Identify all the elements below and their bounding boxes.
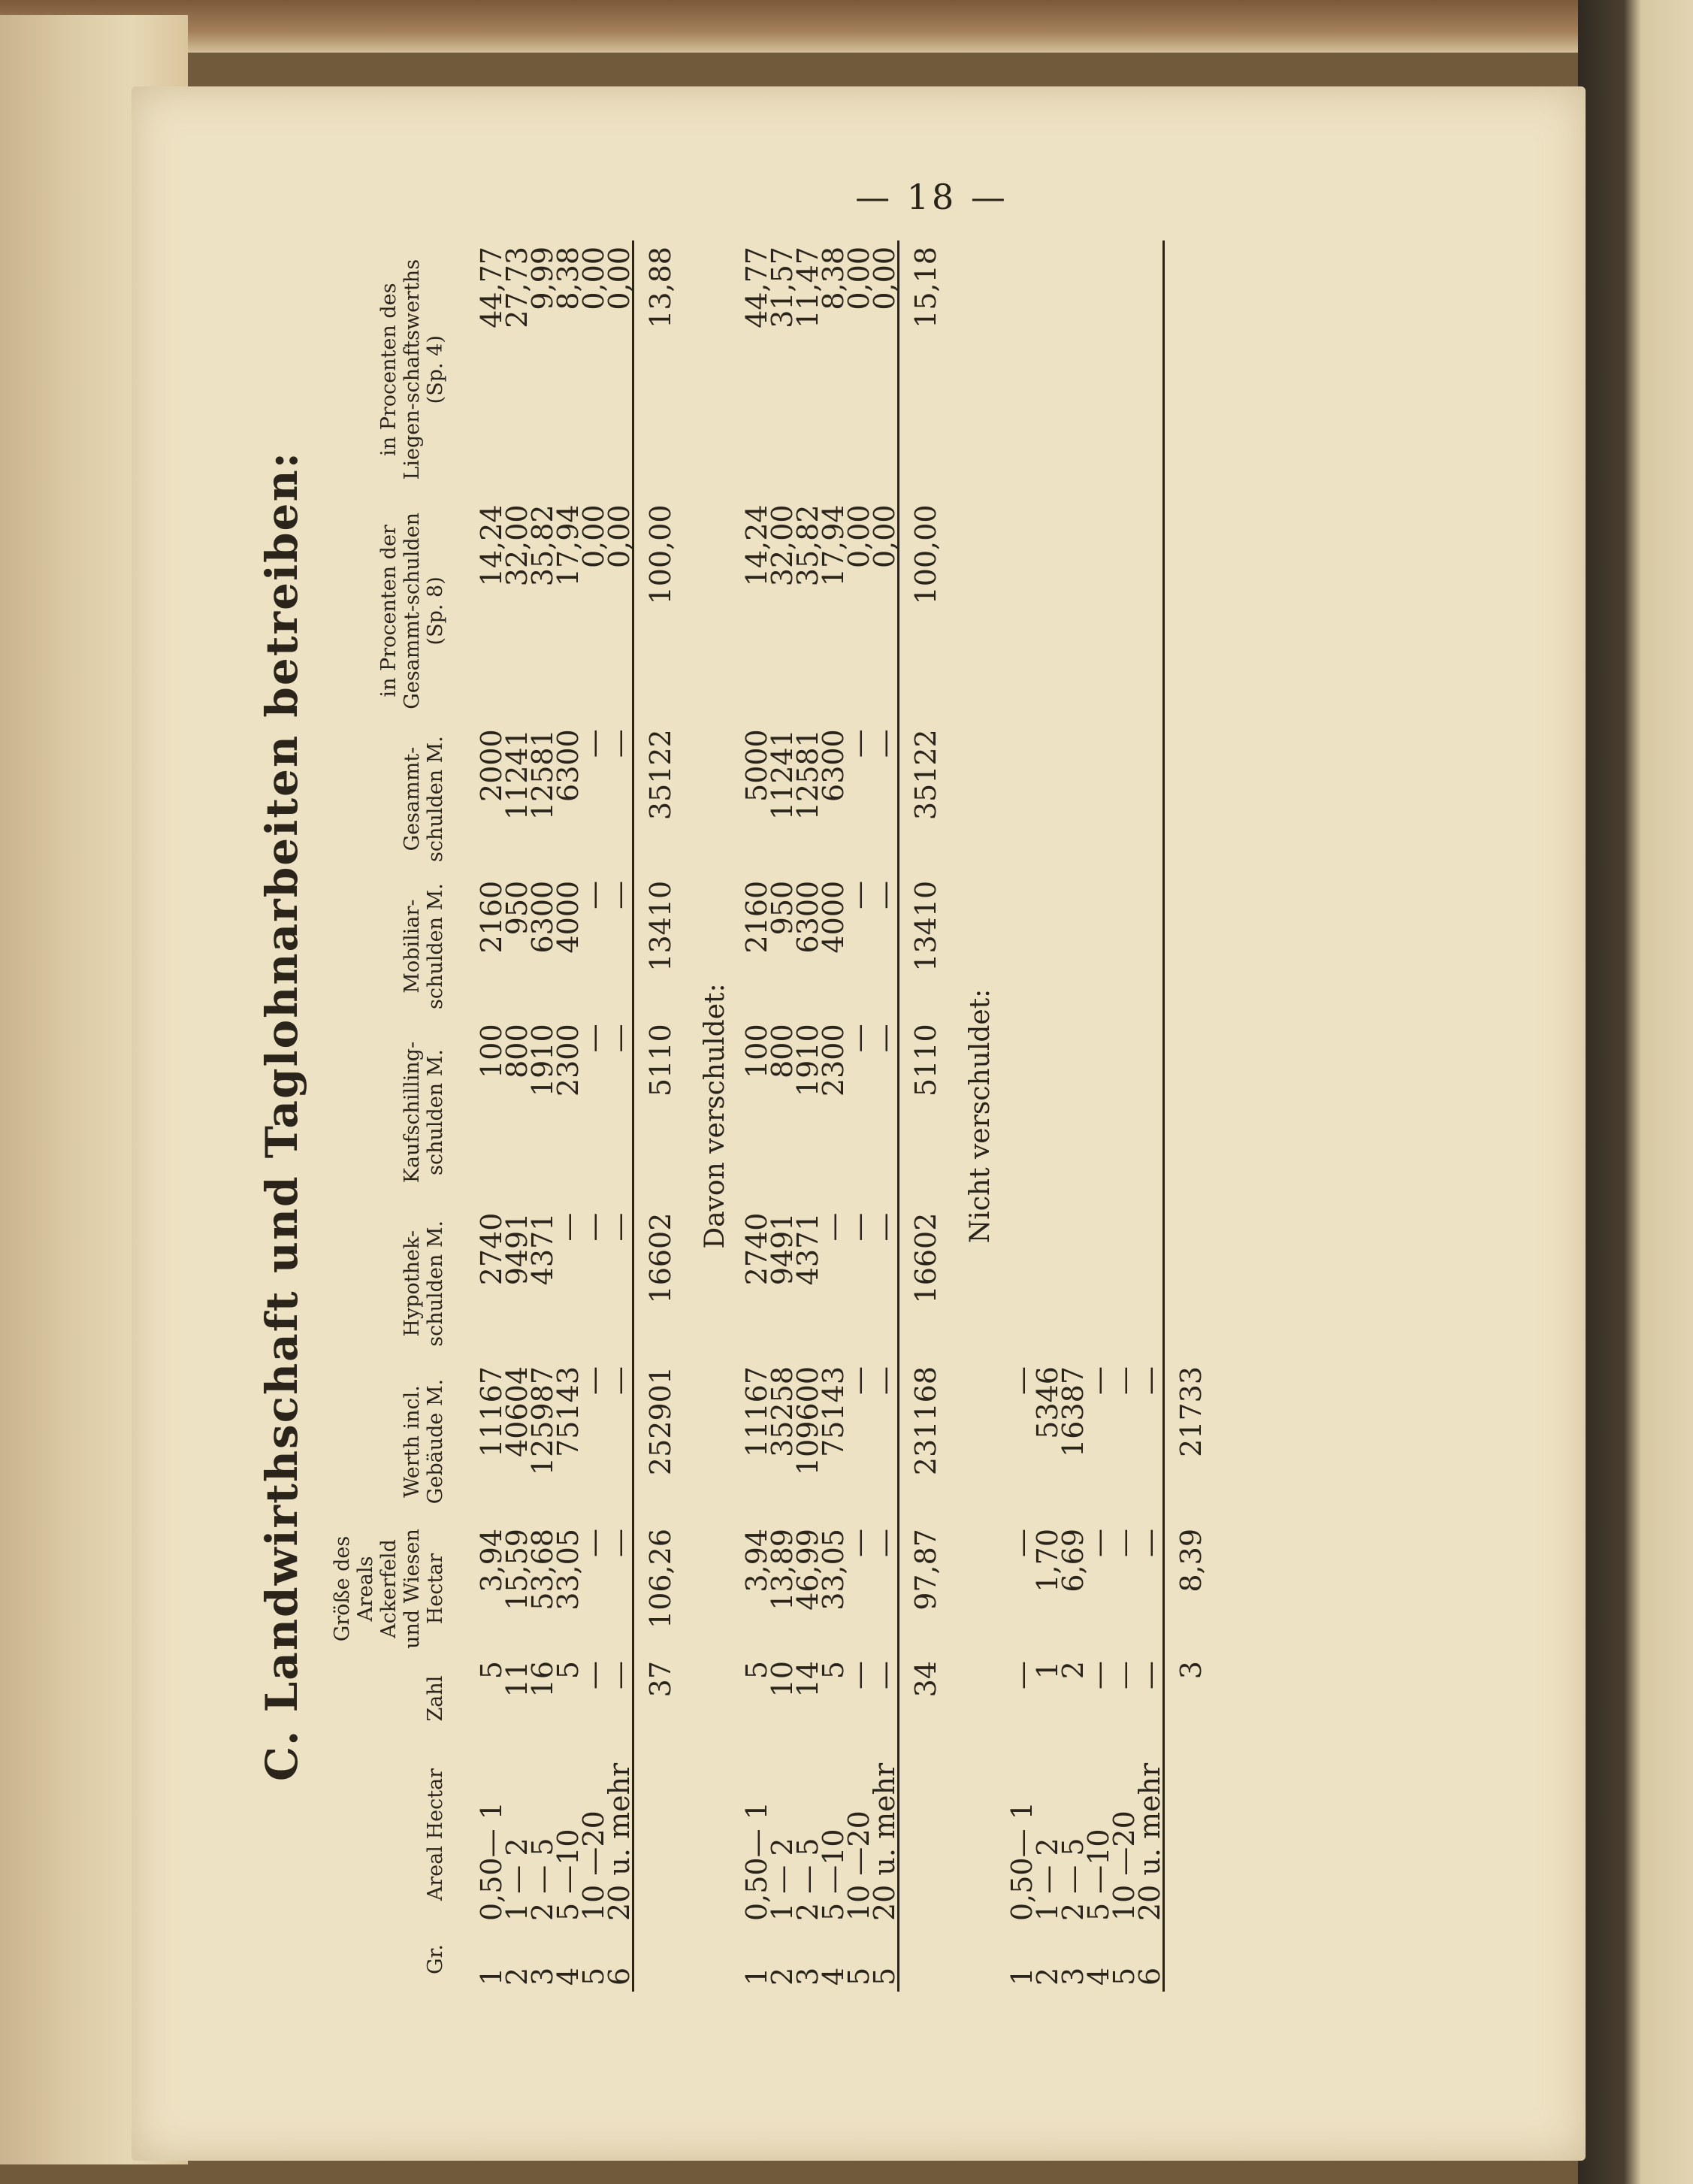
table-cell: 3,94 <box>740 1529 773 1593</box>
table-cell <box>1137 723 1164 875</box>
table-cell: 0,00 <box>577 504 610 569</box>
table-cell <box>1035 240 1060 498</box>
total-cell: 100,00 <box>899 498 953 723</box>
total-cell: 16602 <box>899 1207 953 1360</box>
section-subtitle-row <box>687 240 744 1992</box>
table-cell <box>1137 240 1164 498</box>
table-cell: 0,00 <box>603 247 636 310</box>
table-cell: 12581 <box>791 729 824 821</box>
total-cell: 231168 <box>899 1360 953 1523</box>
spacer-row <box>461 240 479 1992</box>
table-cell: — <box>577 1529 610 1557</box>
col-zahl: Zahl <box>424 1675 447 1722</box>
col-pct-property-value: in Procenten des Liegen-schaftswerths (Sp. 4) <box>377 259 447 480</box>
table-cell: 3 <box>526 1967 559 1986</box>
table-cell: 3 <box>1057 1967 1090 1986</box>
total-cell: 34 <box>899 1655 953 1742</box>
total-cell <box>899 1742 953 1927</box>
table-cell: — <box>603 1366 636 1395</box>
total-cell: 35122 <box>633 723 688 875</box>
table-cell: 4000 <box>552 880 585 954</box>
table-row <box>581 240 606 1992</box>
table-cell: 125987 <box>526 1366 559 1476</box>
total-cell: 97,87 <box>899 1523 953 1655</box>
total-cell <box>633 1742 688 1927</box>
table-cell <box>1035 875 1060 1018</box>
col-purchase-debt: Kaufschilling-schulden M. <box>401 1041 447 1184</box>
total-cell: 106,26 <box>633 1523 688 1655</box>
table-cell <box>1086 240 1111 498</box>
table-cell: — <box>817 1212 850 1242</box>
table-cell: 1 <box>475 1967 508 1986</box>
table-cell: 10 <box>766 1661 799 1698</box>
table-cell: 1 <box>740 1967 773 1986</box>
table-cell: — <box>577 1212 610 1242</box>
table-cell <box>1060 1207 1086 1360</box>
table-cell: — <box>1133 1529 1166 1557</box>
table-cell: 44,77 <box>475 247 508 328</box>
table-row <box>479 240 504 1992</box>
total-cell <box>1164 1927 1218 1992</box>
table-cell <box>1035 498 1060 723</box>
total-cell: 13,88 <box>633 240 688 498</box>
table-cell <box>1137 875 1164 1018</box>
table-cell: — <box>603 1212 636 1242</box>
table-cell: 4 <box>817 1967 850 1986</box>
table-cell: 0,00 <box>842 247 875 310</box>
table-cell: 2300 <box>817 1024 850 1097</box>
table-row <box>1111 240 1137 1992</box>
total-cell <box>1164 1018 1218 1206</box>
table-cell: — <box>1108 1529 1141 1557</box>
table-cell: — <box>868 729 901 758</box>
table-cell <box>1060 875 1086 1018</box>
table-cell: 0,00 <box>603 504 636 569</box>
table-cell: 5 —10 <box>817 1829 850 1921</box>
table-cell <box>1009 498 1035 723</box>
table-cell: — <box>842 1529 875 1557</box>
table-cell: 4 <box>552 1967 585 1986</box>
table-cell: 20 u. mehr <box>603 1762 636 1921</box>
table-cell <box>1111 1207 1137 1360</box>
table-row <box>1035 240 1060 1992</box>
table-cell: 35,82 <box>791 504 824 587</box>
table-cell: — <box>577 1661 610 1689</box>
table-cell: 0,50— 1 <box>740 1801 773 1921</box>
table-row <box>744 240 769 1992</box>
table-cell: 2 <box>766 1967 799 1986</box>
table-cell: 17,94 <box>552 504 585 587</box>
table-cell: 1910 <box>791 1024 824 1097</box>
table-cell: — <box>577 880 610 909</box>
table-cell <box>1137 498 1164 723</box>
table-row <box>846 240 872 1992</box>
table-cell: — <box>577 729 610 758</box>
table-cell: 2 — 5 <box>791 1838 824 1921</box>
table-cell: 5 <box>842 1967 875 1986</box>
table-cell <box>1137 1207 1164 1360</box>
table-cell <box>1137 1018 1164 1206</box>
table-cell: — <box>868 1661 901 1689</box>
table-cell: 5000 <box>740 729 773 802</box>
table-cell: 1,70 <box>1031 1529 1064 1593</box>
total-cell <box>1164 240 1218 498</box>
total-cell: 3 <box>1164 1655 1218 1742</box>
table-row <box>795 240 821 1992</box>
table-cell: 2160 <box>475 880 508 954</box>
table-cell: 1910 <box>526 1024 559 1097</box>
table-cell: 9,99 <box>526 247 559 310</box>
table-cell: 11167 <box>740 1366 773 1457</box>
table-cell: 950 <box>766 880 799 936</box>
col-area-size: Größe des Areals Ackerfeld und Wiesen Hectar <box>331 1529 447 1649</box>
table-cell: 33,05 <box>817 1529 850 1611</box>
table-cell: — <box>1133 1661 1166 1689</box>
total-cell <box>1164 875 1218 1018</box>
table-cell: 100 <box>475 1024 508 1078</box>
table-cell: 1 — 2 <box>500 1838 534 1921</box>
table-cell: 14 <box>791 1661 824 1698</box>
table-cell: 3,94 <box>475 1529 508 1593</box>
table-cell: 5 <box>817 1661 850 1680</box>
col-areal: Areal Hectar <box>424 1768 447 1901</box>
table-cell: 4371 <box>526 1212 559 1286</box>
table-cell: 5 <box>552 1661 585 1680</box>
table-cell: 6300 <box>817 729 850 802</box>
table-row <box>1086 240 1111 1992</box>
table-row <box>504 240 530 1992</box>
col-pct-total-debt: in Procenten der Gesammt-schulden (Sp. 8) <box>377 512 447 709</box>
table-cell: — <box>1005 1661 1038 1689</box>
table-cell: — <box>868 880 901 909</box>
table-cell: 5346 <box>1031 1366 1064 1439</box>
table-header-row <box>331 240 461 1992</box>
table-cell: — <box>1005 1529 1038 1557</box>
book-spine-shadow <box>1578 0 1693 2184</box>
table-cell: 6300 <box>552 729 585 802</box>
section-title: C. Landwirthschaft und Taglohnarbeiten betreiben: <box>256 450 307 1782</box>
table-cell: 33,05 <box>552 1529 585 1611</box>
table-cell: — <box>1082 1661 1115 1689</box>
table-cell: 75143 <box>552 1366 585 1457</box>
table-cell: 53,68 <box>526 1529 559 1611</box>
table-cell: — <box>842 1212 875 1242</box>
table-cell <box>1060 1018 1086 1206</box>
statistics-table <box>331 240 1217 1992</box>
table-cell: 109600 <box>791 1366 824 1476</box>
total-row <box>633 240 688 1992</box>
total-cell <box>1164 498 1218 723</box>
table-cell: 1 — 2 <box>1031 1838 1064 1921</box>
table-cell: 5 <box>740 1661 773 1680</box>
table-cell: 2 — 5 <box>1057 1838 1090 1921</box>
table-cell: 5 <box>577 1967 610 1986</box>
table-cell: 6 <box>603 1967 636 1986</box>
table-cell <box>1086 723 1111 875</box>
table-cell <box>1060 240 1086 498</box>
total-cell: 15,18 <box>899 240 953 498</box>
total-cell: 252901 <box>633 1360 688 1523</box>
table-cell: 11 <box>500 1661 534 1698</box>
table-cell: 4000 <box>817 880 850 954</box>
table-row <box>872 240 899 1992</box>
table-cell: — <box>868 1212 901 1242</box>
table-cell: 10 —20 <box>577 1810 610 1921</box>
total-cell <box>899 1927 953 1992</box>
table-cell <box>1111 723 1137 875</box>
page-number: — 18 — <box>855 177 1008 217</box>
table-row <box>1009 240 1035 1992</box>
table-cell: 4 <box>1082 1967 1115 1986</box>
table-cell <box>1111 498 1137 723</box>
table-cell: 1 <box>1005 1967 1038 1986</box>
table-cell: 0,00 <box>868 504 901 569</box>
total-cell <box>633 1927 688 1992</box>
table-row <box>769 240 795 1992</box>
table-cell: — <box>603 1661 636 1689</box>
total-cell: 21733 <box>1164 1360 1218 1523</box>
table-cell: 17,94 <box>817 504 850 587</box>
section-subtitle: Davon verschuldet: <box>700 983 730 1249</box>
total-cell <box>1164 1742 1218 1927</box>
table-row <box>1060 240 1086 1992</box>
total-cell <box>1164 723 1218 875</box>
col-gr: Gr. <box>424 1944 447 1975</box>
table-cell: — <box>603 729 636 758</box>
section-subtitle: Nicht verschuldet: <box>965 988 996 1244</box>
table-cell: 5 —10 <box>1082 1829 1115 1921</box>
table-cell: 2740 <box>475 1212 508 1286</box>
table-cell: 800 <box>766 1024 799 1078</box>
table-cell: 1 — 2 <box>766 1838 799 1921</box>
table-cell: 5 <box>475 1661 508 1680</box>
table-cell: 8,38 <box>817 247 850 310</box>
total-row <box>1164 240 1218 1992</box>
table-cell: 10 —20 <box>1108 1810 1141 1921</box>
table-cell: — <box>603 880 636 909</box>
table-cell: 0,50— 1 <box>1005 1801 1038 1921</box>
total-cell: 8,39 <box>1164 1523 1218 1655</box>
table-cell: 40604 <box>500 1366 534 1457</box>
table-cell: 3 <box>791 1967 824 1986</box>
table-cell <box>1060 723 1086 875</box>
table-cell <box>1086 1018 1111 1206</box>
table-cell: 8,38 <box>552 247 585 310</box>
table-row <box>1137 240 1164 1992</box>
table-cell: — <box>603 1529 636 1557</box>
total-cell <box>1164 1207 1218 1360</box>
table-cell: 950 <box>500 880 534 936</box>
table-cell: 6 <box>1133 1967 1166 1986</box>
table-cell: 15,59 <box>500 1529 534 1611</box>
table-cell: — <box>842 1366 875 1395</box>
rotated-table-block <box>248 240 1300 1992</box>
table-cell <box>1086 1207 1111 1360</box>
table-cell: 2300 <box>552 1024 585 1097</box>
total-cell: 37 <box>633 1655 688 1742</box>
table-cell: 12581 <box>526 729 559 821</box>
table-cell: 10 —20 <box>842 1810 875 1921</box>
table-cell: — <box>1108 1366 1141 1395</box>
table-cell: — <box>1005 1366 1038 1395</box>
table-cell: 75143 <box>817 1366 850 1457</box>
table-row <box>530 240 555 1992</box>
table-cell: 32,00 <box>766 504 799 587</box>
table-cell: 11167 <box>475 1366 508 1457</box>
table-cell: 0,00 <box>868 247 901 310</box>
total-cell: 5110 <box>633 1018 688 1206</box>
table-cell: 44,77 <box>740 247 773 328</box>
table-cell: 2 <box>500 1967 534 1986</box>
total-cell: 16602 <box>633 1207 688 1360</box>
table-cell <box>1111 240 1137 498</box>
table-cell: — <box>552 1212 585 1242</box>
table-cell <box>1035 1207 1060 1360</box>
table-cell <box>1111 875 1137 1018</box>
table-cell: 2 — 5 <box>526 1838 559 1921</box>
table-cell: 20 u. mehr <box>1133 1762 1166 1921</box>
table-cell: — <box>577 1024 610 1053</box>
table-cell: 46,99 <box>791 1529 824 1611</box>
table-cell: 2160 <box>740 880 773 954</box>
table-cell <box>1035 723 1060 875</box>
table-cell: 5 <box>1108 1967 1141 1986</box>
total-cell: 35122 <box>899 723 953 875</box>
table-cell: 13,89 <box>766 1529 799 1611</box>
table-cell: 14,24 <box>475 504 508 587</box>
table-cell <box>1009 1207 1035 1360</box>
table-cell: 5 —10 <box>552 1829 585 1921</box>
col-total-debt: Gesammt-schulden M. <box>401 736 447 862</box>
table-cell: 35,82 <box>526 504 559 587</box>
table-cell: 9491 <box>766 1212 799 1286</box>
table-cell: 0,50— 1 <box>475 1801 508 1921</box>
table-cell: 16387 <box>1057 1366 1090 1457</box>
table-cell: — <box>1108 1661 1141 1689</box>
table-cell <box>1035 1018 1060 1206</box>
table-cell: 2740 <box>740 1212 773 1286</box>
table-cell: — <box>842 729 875 758</box>
table-body <box>461 240 1217 1992</box>
table-cell: 11241 <box>766 729 799 821</box>
table-cell: 0,00 <box>577 247 610 310</box>
table-cell: — <box>1082 1529 1115 1557</box>
table-cell: — <box>1133 1366 1166 1395</box>
table-cell <box>1009 875 1035 1018</box>
section-subtitle-row <box>952 240 1009 1992</box>
total-cell: 100,00 <box>633 498 688 723</box>
table-cell: 1 <box>1031 1661 1064 1680</box>
table-cell: 5 <box>868 1967 901 1986</box>
table-cell: 2 <box>1057 1661 1090 1680</box>
table-cell: 11241 <box>500 729 534 821</box>
table-cell: 11,47 <box>791 247 824 328</box>
table-cell <box>1086 498 1111 723</box>
table-cell: 31,57 <box>766 247 799 328</box>
table-cell: — <box>842 1661 875 1689</box>
total-cell: 13410 <box>633 875 688 1018</box>
table-cell: — <box>868 1366 901 1395</box>
col-movable-debt: Mobiliar-schulden M. <box>401 883 447 1010</box>
table-cell: — <box>868 1024 901 1053</box>
table-cell: 0,00 <box>842 504 875 569</box>
table-cell: 4371 <box>791 1212 824 1286</box>
table-cell: — <box>603 1024 636 1053</box>
table-cell: 2000 <box>475 729 508 802</box>
table-cell: — <box>868 1529 901 1557</box>
table-cell <box>1009 723 1035 875</box>
table-row <box>821 240 846 1992</box>
col-value: Werth incl. Gebäude M. <box>401 1378 447 1505</box>
table-cell: 2 <box>1031 1967 1064 1986</box>
table-cell: 800 <box>500 1024 534 1078</box>
total-row <box>899 240 953 1992</box>
table-cell: 6300 <box>791 880 824 954</box>
table-cell <box>1060 498 1086 723</box>
table-cell: 20 u. mehr <box>868 1762 901 1921</box>
total-cell: 5110 <box>899 1018 953 1206</box>
table-cell: — <box>1082 1366 1115 1395</box>
table-cell: 9491 <box>500 1212 534 1286</box>
table-cell <box>1086 875 1111 1018</box>
table-cell: — <box>842 880 875 909</box>
table-cell: 14,24 <box>740 504 773 587</box>
table-cell: — <box>842 1024 875 1053</box>
table-cell: 32,00 <box>500 504 534 587</box>
table-cell: 35258 <box>766 1366 799 1457</box>
table-row <box>606 240 633 1992</box>
table-cell: 16 <box>526 1661 559 1698</box>
table-cell: 27,73 <box>500 247 534 328</box>
book-top-edge <box>0 0 1693 53</box>
table-cell: 100 <box>740 1024 773 1078</box>
table-cell <box>1009 240 1035 498</box>
table-cell <box>1111 1018 1137 1206</box>
table-cell <box>1009 1018 1035 1206</box>
table-cell: 6300 <box>526 880 559 954</box>
table-cell: 6,69 <box>1057 1529 1090 1593</box>
total-cell: 13410 <box>899 875 953 1018</box>
table-row <box>555 240 581 1992</box>
table-cell: — <box>577 1366 610 1395</box>
col-mortgage-debt: Hypothek-schulden M. <box>401 1220 447 1347</box>
